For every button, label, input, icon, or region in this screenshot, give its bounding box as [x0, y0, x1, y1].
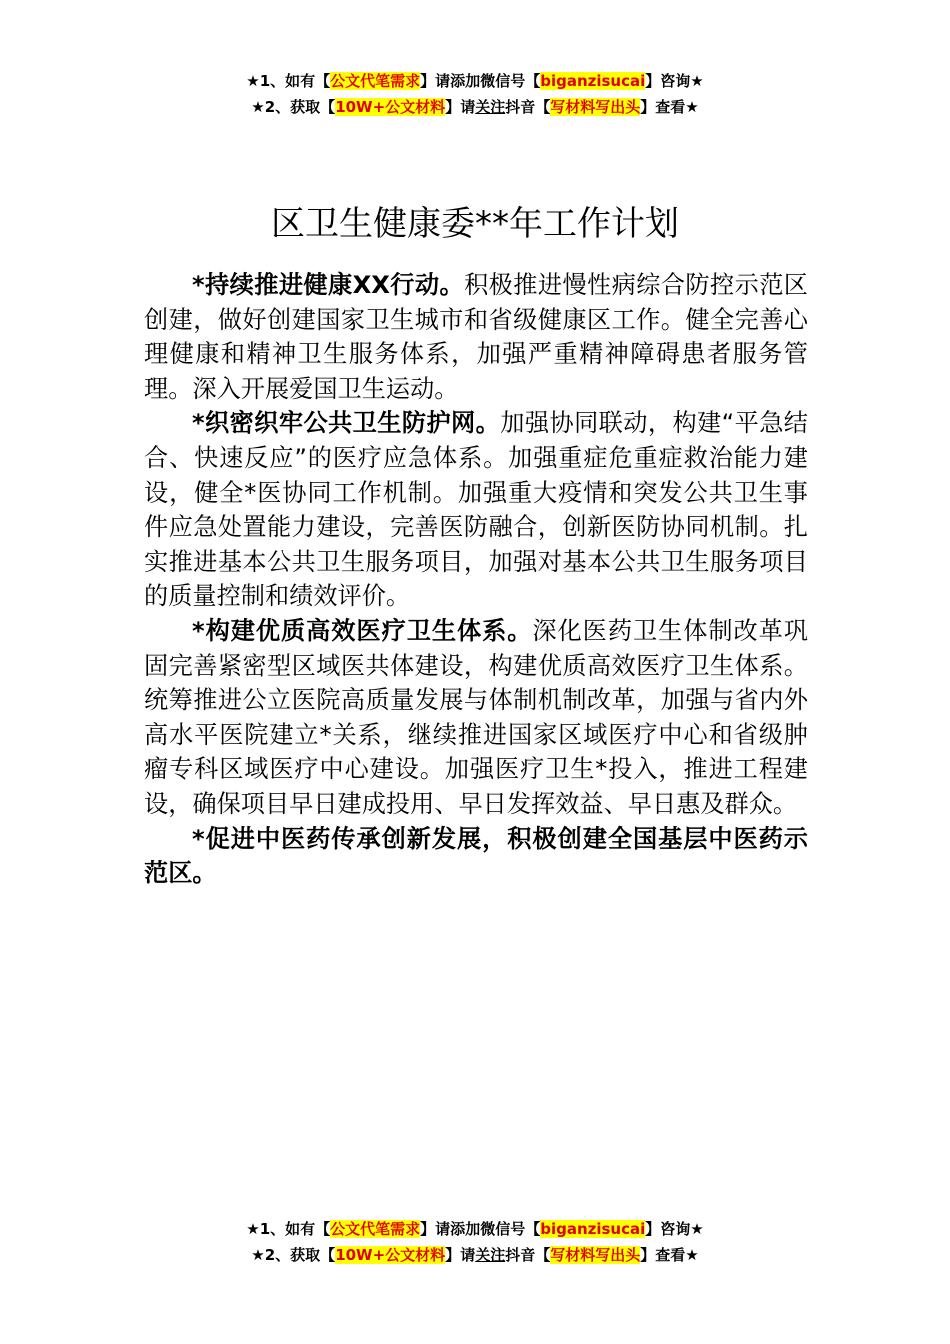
banner-highlight: 10W+公文材料: [335, 1246, 446, 1264]
banner-highlight: biganzisucai: [540, 72, 646, 90]
paragraph-heading: *持续推进健康XX行动。: [192, 271, 465, 299]
header-banner: [0, 68, 950, 120]
banner-text: 】咨询★: [645, 72, 704, 90]
paragraph: [144, 822, 808, 891]
banner-text: 加: [465, 1220, 481, 1238]
banner-text: 】查看★: [640, 1246, 699, 1264]
banner-text: 抖音【: [505, 1246, 551, 1264]
banner-text: 抖音【: [505, 98, 551, 116]
banner-text: 微信号【: [480, 1220, 541, 1238]
paragraph-heading: *织密织牢公共卫生防护网。: [192, 409, 501, 438]
banner-text: ★1、如有【: [246, 1220, 331, 1238]
banner-text: 关注: [475, 1246, 506, 1264]
banner-text: 】咨询★: [645, 1220, 704, 1238]
banner-highlight: 10W+公文材料: [335, 98, 446, 116]
paragraph-text: 积极推进慢性病综合防控示范区创建，做好创建国家卫生城市和省级健康区工作。健全完善心理健康和精神卫生服务体系，加强严重精神障碍患者服务管理。深入开展爱国卫生运动。: [144, 271, 808, 403]
paragraph-text: 深化医药卫生体制改革巩固完善紧密型区域医共体建设，构建优质高效医疗卫生体系。统筹推进公立医院高质量发展与体制机制改革，加强与省内外高水平医院建立*关系，继续推进国家区域医疗中心和省级肿瘤专科区域医疗中心建设。加强医疗卫生*投入，推进工程建设，确保项目早日建成投用、早日发挥效益、早日惠及群众。: [144, 616, 808, 818]
paragraph-heading: *促进中医药传承创新发展，积极创建全国基层中医药示范区。: [144, 824, 808, 888]
banner-highlight: 写材料写出头: [550, 1246, 641, 1264]
paragraph-text: 加强协同联动，构建“平急结合、快速反应”的医疗应急体系。加强重症危重症救治能力建设，健全*医协同工作机制。加强重大疫情和突发公共卫生事件应急处置能力建设，完善医防融合，创新医防协同机制。扎实推进基本公共卫生服务项目，加强对基本公共卫生服务项目的质量控制和绩效评价。: [144, 409, 808, 611]
banner-highlight: 写材料写出头: [550, 98, 641, 116]
paragraph: [144, 614, 808, 822]
banner-text: ★2、获取【: [251, 1246, 336, 1264]
banner-text: ★1、如有【: [246, 72, 331, 90]
banner-text: 】请添: [420, 72, 466, 90]
document-body: [144, 268, 808, 891]
banner-text: 】请: [445, 98, 476, 116]
banner-line-1: [0, 1216, 950, 1242]
banner-text: 】请添: [420, 1220, 466, 1238]
banner-text: 关注: [475, 98, 506, 116]
banner-highlight: biganzisucai: [540, 1220, 646, 1238]
banner-highlight: 公文代笔需求: [330, 1220, 421, 1238]
footer-banner: [0, 1216, 950, 1268]
paragraph-heading: *构建优质高效医疗卫生体系。: [192, 616, 533, 645]
banner-highlight: 公文代笔需求: [330, 72, 421, 90]
banner-line-2: [0, 1242, 950, 1268]
banner-line-1: [0, 68, 950, 94]
paragraph: [144, 406, 808, 614]
document-title: 区卫生健康委**年工作计划: [271, 203, 679, 244]
banner-text: 】请: [445, 1246, 476, 1264]
banner-text: 】查看★: [640, 98, 699, 116]
banner-text: 微信号【: [480, 72, 541, 90]
banner-text: 加: [465, 72, 481, 90]
banner-text: ★2、获取【: [251, 98, 336, 116]
paragraph: [144, 268, 808, 406]
banner-line-2: [0, 94, 950, 120]
